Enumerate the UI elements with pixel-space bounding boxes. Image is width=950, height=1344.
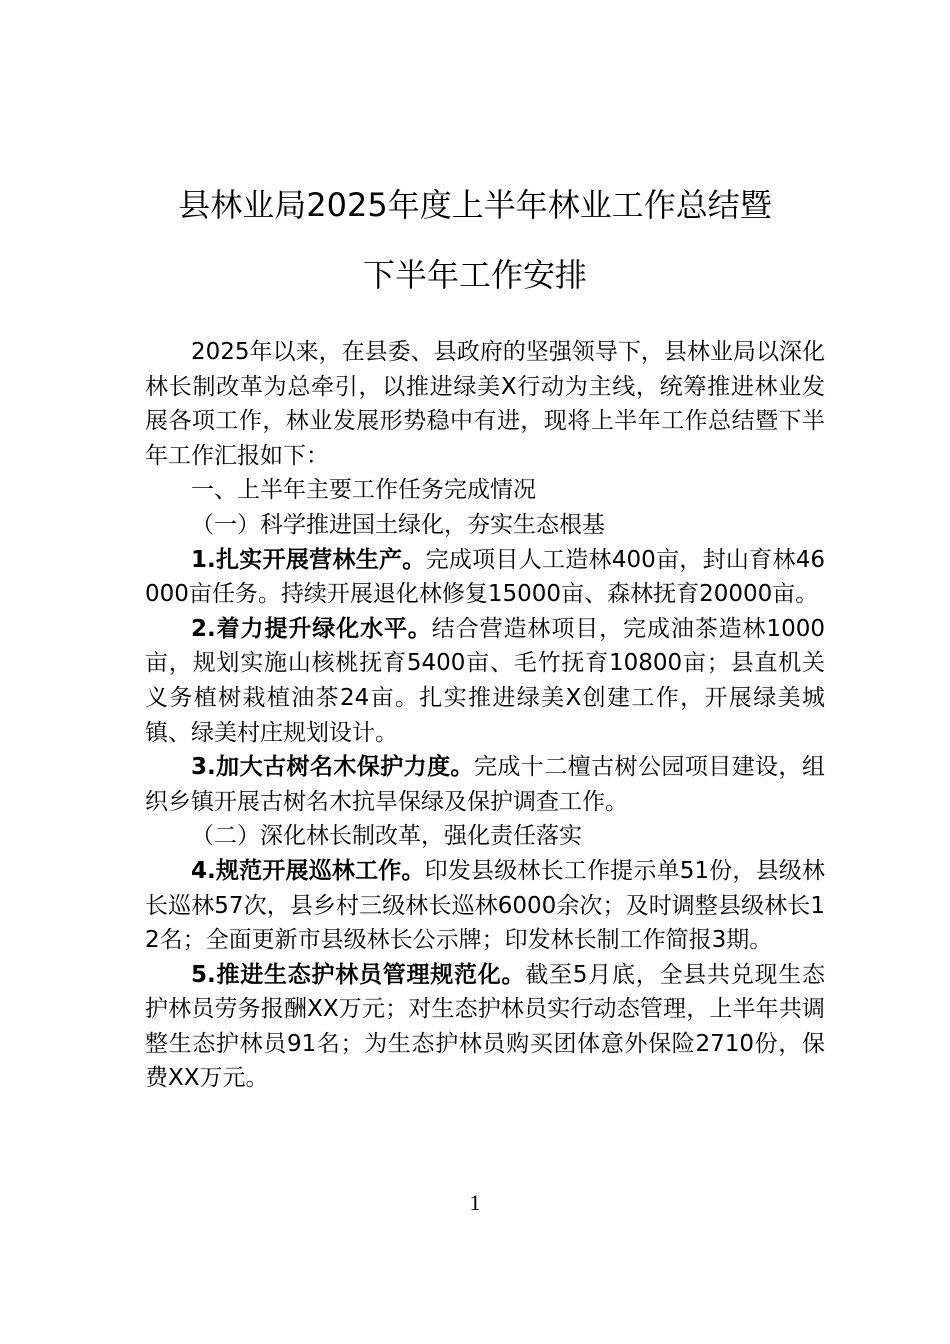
section-heading-1: 一、上半年主要工作任务完成情况 — [191, 477, 536, 504]
title-line-1: 县林业局2025年度上半年林业工作总结暨 — [178, 186, 772, 224]
subsection-heading-1: （一）科学推进国土绿化，夯实生态根基 — [191, 511, 605, 538]
item-3-lead: 3.加大古树名木保护力度。 — [191, 754, 474, 781]
item-5-text: 截至5月底，全县共兑现生态护林员劳务报酬XX万元；对生态护林员实行动态管理，上半年共调整生态护林员91名；为生态护林员购买团体意外保险2710份，保费XX万元。 — [145, 961, 825, 1092]
item-2-lead: 2.着力提升绿化水平。 — [191, 615, 432, 642]
item-1-lead: 1.扎实开展营林生产。 — [191, 546, 426, 573]
item-paragraph-1 — [145, 543, 825, 612]
item-paragraph-3 — [145, 750, 825, 819]
item-paragraph-2 — [145, 612, 825, 750]
subsection-heading-2: （二）深化林长制改革，强化责任落实 — [191, 823, 582, 850]
item-4-text: 印发县级林长工作提示单51份，县级林长巡林57次，县乡村三级林长巡林6000余次；及时调整县级林长12名；全面更新市县级林长公示牌；印发林长制工作简报3期。 — [145, 857, 825, 954]
item-2-text: 结合营造林项目，完成油茶造林1000亩，规划实施山核桃抚育5400亩、毛竹抚育10800亩；县直机关义务植树栽植油茶24亩。扎实推进绿美X创建工作，开展绿美城镇、绿美村庄规划设计。 — [145, 615, 825, 746]
document-body — [145, 335, 825, 1096]
document-title — [100, 170, 850, 310]
title-line-2: 下半年工作安排 — [362, 256, 587, 294]
item-4-lead: 4.规范开展巡林工作。 — [191, 857, 425, 884]
item-paragraph-5 — [145, 958, 825, 1096]
item-paragraph-4 — [145, 854, 825, 958]
intro-paragraph: 2025年以来，在县委、县政府的坚强领导下，县林业局以深化林长制改革为总牵引，以推进绿美X行动为主线，统筹推进林业发展各项工作，林业发展形势稳中有进，现将上半年工作总结暨下半年工作汇报如下： — [145, 339, 825, 469]
item-5-lead: 5.推进生态护林员管理规范化。 — [191, 961, 526, 988]
item-3-text: 完成十二檀古树公园项目建设，组织乡镇开展古树名木抗旱保绿及保护调查工作。 — [145, 754, 825, 815]
item-1-text: 完成项目人工造林400亩，封山育林46000亩任务。持续开展退化林修复15000亩、森林抚育20000亩。 — [145, 546, 825, 608]
page-number: 1 — [469, 1190, 481, 1215]
